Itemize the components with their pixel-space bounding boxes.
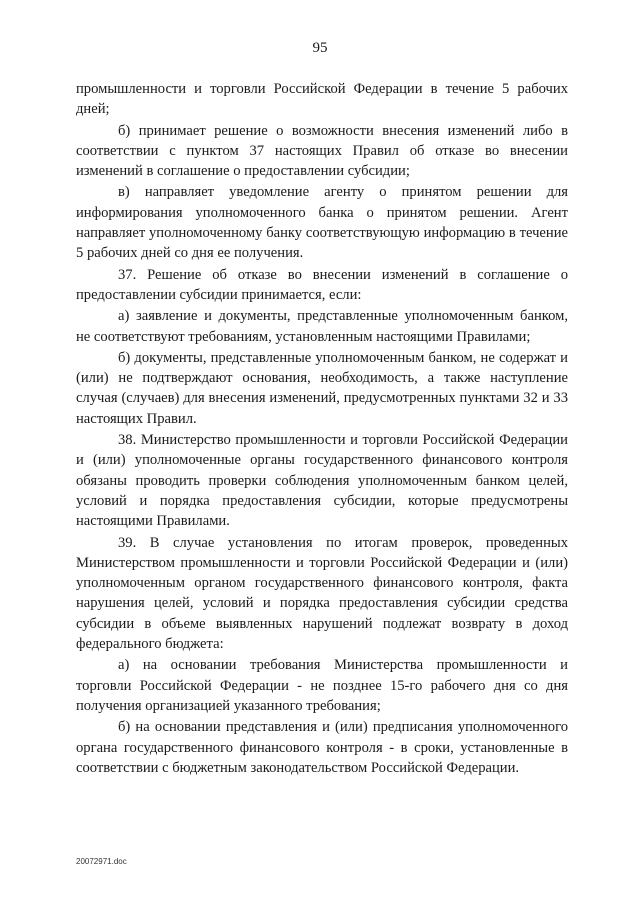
- paragraph: в) направляет уведомление агенту о принятом решении для информирования уполномоченного банка о принятом решении. Агент направляет уполномоченному банку соответствующую информацию в течение 5 рабочих дней со дня ее получения.: [76, 184, 568, 262]
- paragraph: а) заявление и документы, представленные уполномоченным банком, не соответствуют требованиям, установленным настоящими Правилами;: [76, 308, 568, 345]
- paragraph: б) на основании представления и (или) предписания уполномоченного органа государственного финансового контроля - в сроки, установленные в соответствии с бюджетным законодательством Российской Федерации.: [76, 719, 568, 776]
- paragraph: 37. Решение об отказе во внесении изменений в соглашение о предоставлении субсидии принимается, если:: [76, 266, 568, 303]
- file-name-footer: 20072971.doc: [76, 857, 127, 866]
- page-number: 95: [312, 40, 328, 56]
- document-body: [76, 79, 568, 779]
- paragraph: 39. В случае установления по итогам проверок, проведенных Министерством промышленности и торговли Российской Федерации и (или) уполномоченным органом государственного финансового контроля, факта нарушения целей, условий и порядка предоставления субсидии средства субсидии в объеме выявленных нарушений подлежат возврату в доход федерального бюджета:: [76, 534, 568, 653]
- paragraph: а) на основании требования Министерства промышленности и торговли Российской Федерации - не позднее 15-го рабочего дня со дня получения организацией указанного требования;: [76, 657, 568, 714]
- paragraph: промышленности и торговли Российской Федерации в течение 5 рабочих дней;: [76, 81, 568, 118]
- paragraph: 38. Министерство промышленности и торговли Российской Федерации и (или) уполномоченные органы государственного финансового контроля обязаны проводить проверки соблюдения уполномоченным банком целей, условий и порядка предоставления субсидии, которые предусмотрены настоящими Правилами.: [76, 432, 568, 530]
- paragraph: б) принимает решение о возможности внесения изменений либо в соответствии с пунктом 37 настоящих Правил об отказе во внесении изменений в соглашение о предоставлении субсидии;: [76, 122, 568, 180]
- paragraph: б) документы, представленные уполномоченным банком, не содержат и (или) не подтверждают основания, необходимость, а также наступление случая (случаев) для внесения изменений, предусмотренных пунктами 32 и 33 настоящих Правил.: [76, 349, 568, 427]
